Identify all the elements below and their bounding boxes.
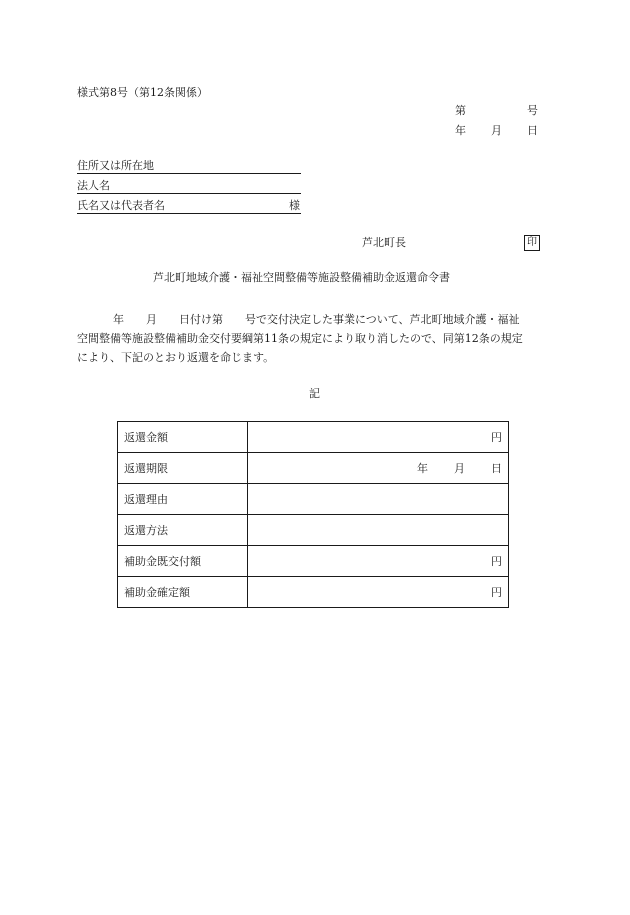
body-line-2: 空間整備等施設整備補助金交付要綱第11条の規定により取り消したので、同第12条の規定 bbox=[77, 332, 523, 345]
row-value-deadline bbox=[248, 453, 509, 484]
table-row bbox=[118, 453, 509, 484]
honorific: 様 bbox=[289, 199, 300, 212]
deadline-month: 月 bbox=[454, 462, 465, 475]
table-row bbox=[118, 577, 509, 608]
corp-underline bbox=[77, 193, 301, 194]
row-value-already-granted: 円 bbox=[248, 546, 509, 577]
row-label-amount: 返還金額 bbox=[118, 422, 248, 453]
doc-date-year: 年 bbox=[455, 124, 466, 137]
doc-ref-go: 号 bbox=[527, 104, 538, 117]
address-label: 住所又は所在地 bbox=[77, 159, 154, 172]
row-label-deadline: 返還期限 bbox=[118, 453, 248, 484]
row-label-confirmed: 補助金確定額 bbox=[118, 577, 248, 608]
row-value-amount: 円 bbox=[248, 422, 509, 453]
doc-date-month: 月 bbox=[491, 124, 502, 137]
doc-date-day: 日 bbox=[527, 124, 538, 137]
address-underline bbox=[77, 173, 301, 174]
deadline-year: 年 bbox=[417, 462, 428, 475]
form-number: 様式第8号（第12条関係） bbox=[77, 86, 208, 99]
row-label-reason: 返還理由 bbox=[118, 484, 248, 515]
repayment-table bbox=[117, 421, 509, 608]
corp-label: 法人名 bbox=[77, 179, 110, 192]
name-underline bbox=[77, 213, 301, 214]
deadline-day: 日 bbox=[491, 462, 502, 475]
seal-mark: 印 bbox=[524, 235, 540, 251]
body-line-3: により、下記のとおり返還を命じます。 bbox=[77, 351, 275, 364]
document-title: 芦北町地域介護・福祉空間整備等施設整備補助金返還命令書 bbox=[153, 271, 450, 284]
table-row bbox=[118, 546, 509, 577]
row-value-method bbox=[248, 515, 509, 546]
row-value-reason bbox=[248, 484, 509, 515]
row-label-method: 返還方法 bbox=[118, 515, 248, 546]
table-row bbox=[118, 515, 509, 546]
row-value-confirmed: 円 bbox=[248, 577, 509, 608]
table-row bbox=[118, 484, 509, 515]
doc-ref-dai: 第 bbox=[455, 104, 466, 117]
table-row bbox=[118, 422, 509, 453]
name-label: 氏名又は代表者名 bbox=[77, 199, 165, 212]
body-line-1: 年 月 日付け第 号で交付決定した事業について、芦北町地域介護・福祉 bbox=[113, 313, 520, 326]
ki-heading: 記 bbox=[309, 387, 320, 400]
row-label-already-granted: 補助金既交付額 bbox=[118, 546, 248, 577]
issuer-title: 芦北町長 bbox=[362, 236, 406, 249]
body-text bbox=[77, 310, 555, 367]
